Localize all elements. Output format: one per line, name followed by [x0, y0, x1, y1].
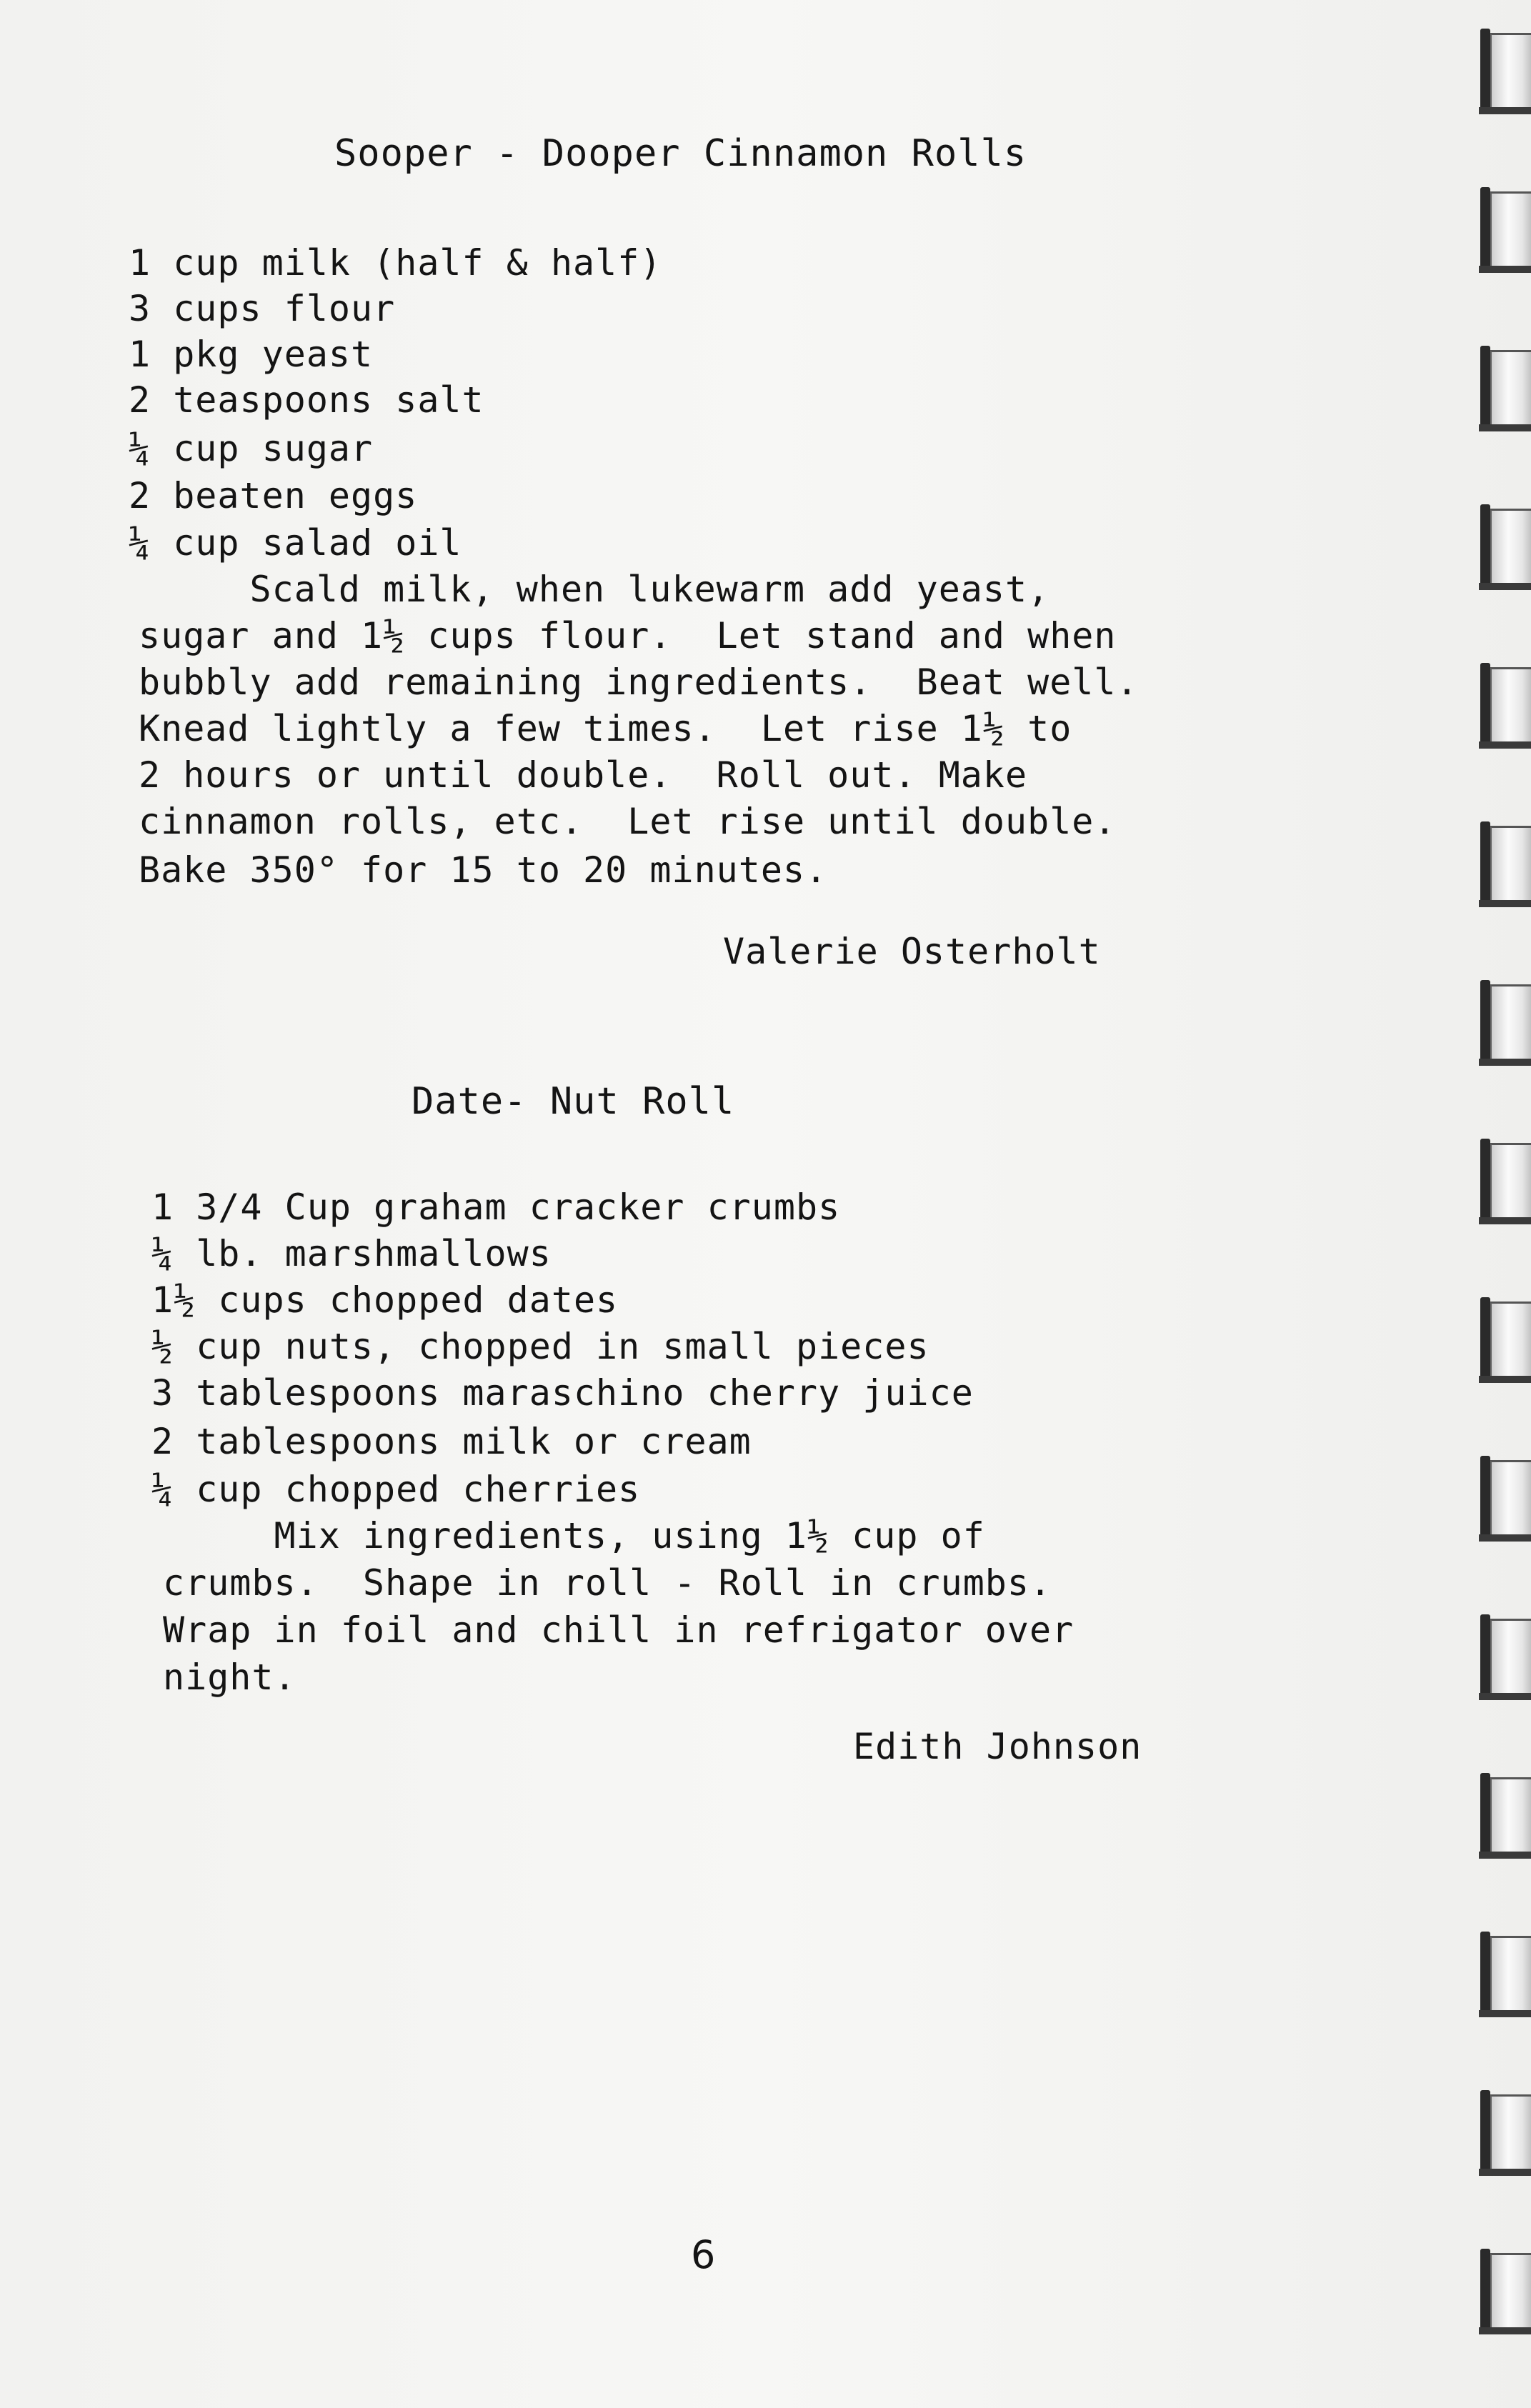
- ingredient-line: ¼ cup sugar: [129, 428, 374, 469]
- ingredient-line: 1½ cups chopped dates: [151, 1279, 619, 1321]
- page-number: 6: [691, 2232, 716, 2277]
- ingredient-line: 3 cups flour: [129, 288, 396, 329]
- direction-line: Wrap in foil and chill in refrigator over: [163, 1609, 1074, 1651]
- binding-coil: [1479, 1773, 1531, 1859]
- ingredient-line: ½ cup nuts, chopped in small pieces: [151, 1326, 929, 1367]
- ingredient-line: ¼ lb. marshmallows: [151, 1233, 552, 1274]
- ingredient-line: 2 teaspoons salt: [129, 379, 484, 421]
- binding-coil: [1479, 1932, 1531, 2017]
- ingredient-line: 2 tablespoons milk or cream: [151, 1421, 752, 1462]
- ingredient-line: ¼ cup chopped cherries: [151, 1469, 641, 1510]
- binding-coil: [1479, 504, 1531, 590]
- ingredient-line: 2 beaten eggs: [129, 475, 418, 516]
- ingredient-line: 1 3/4 Cup graham cracker crumbs: [151, 1186, 841, 1228]
- binding-coil: [1479, 29, 1531, 114]
- binding-coil: [1479, 346, 1531, 431]
- ingredient-line: 1 pkg yeast: [129, 334, 374, 375]
- direction-line: Scald milk, when lukewarm add yeast,: [139, 569, 1050, 610]
- direction-line: Bake 350° for 15 to 20 minutes.: [139, 849, 828, 891]
- binding-coil: [1479, 187, 1531, 273]
- direction-line: Knead lightly a few times. Let rise 1½ to: [139, 708, 1072, 749]
- binding-coil: [1479, 2249, 1531, 2334]
- ingredient-line: ¼ cup salad oil: [129, 522, 462, 564]
- direction-line: cinnamon rolls, etc. Let rise until double.: [139, 801, 1117, 842]
- recipe-title: Date- Nut Roll: [412, 1080, 735, 1123]
- ingredient-line: 1 cup milk (half & half): [129, 242, 662, 284]
- binding-coil: [1479, 1139, 1531, 1224]
- direction-line: bubbly add remaining ingredients. Beat well.: [139, 661, 1139, 703]
- direction-line: 2 hours or until double. Roll out. Make: [139, 754, 1028, 796]
- binding-coil: [1479, 2090, 1531, 2176]
- recipe-author: Valerie Osterholt: [723, 931, 1101, 972]
- binding-coil: [1479, 980, 1531, 1066]
- ingredient-line: 3 tablespoons maraschino cherry juice: [151, 1372, 974, 1414]
- recipe-author: Edith Johnson: [853, 1726, 1142, 1767]
- direction-line: Mix ingredients, using 1½ cup of: [163, 1515, 985, 1557]
- binding-coil: [1479, 1456, 1531, 1542]
- binding-coil: [1479, 1297, 1531, 1383]
- direction-line: sugar and 1½ cups flour. Let stand and when: [139, 615, 1117, 656]
- direction-line: crumbs. Shape in roll - Roll in crumbs.: [163, 1562, 1052, 1604]
- spiral-binding: [1479, 0, 1531, 2408]
- binding-coil: [1479, 663, 1531, 749]
- binding-coil: [1479, 821, 1531, 907]
- recipe-title: Sooper - Dooper Cinnamon Rolls: [334, 132, 1027, 175]
- binding-coil: [1479, 1614, 1531, 1700]
- direction-line: night.: [163, 1657, 296, 1698]
